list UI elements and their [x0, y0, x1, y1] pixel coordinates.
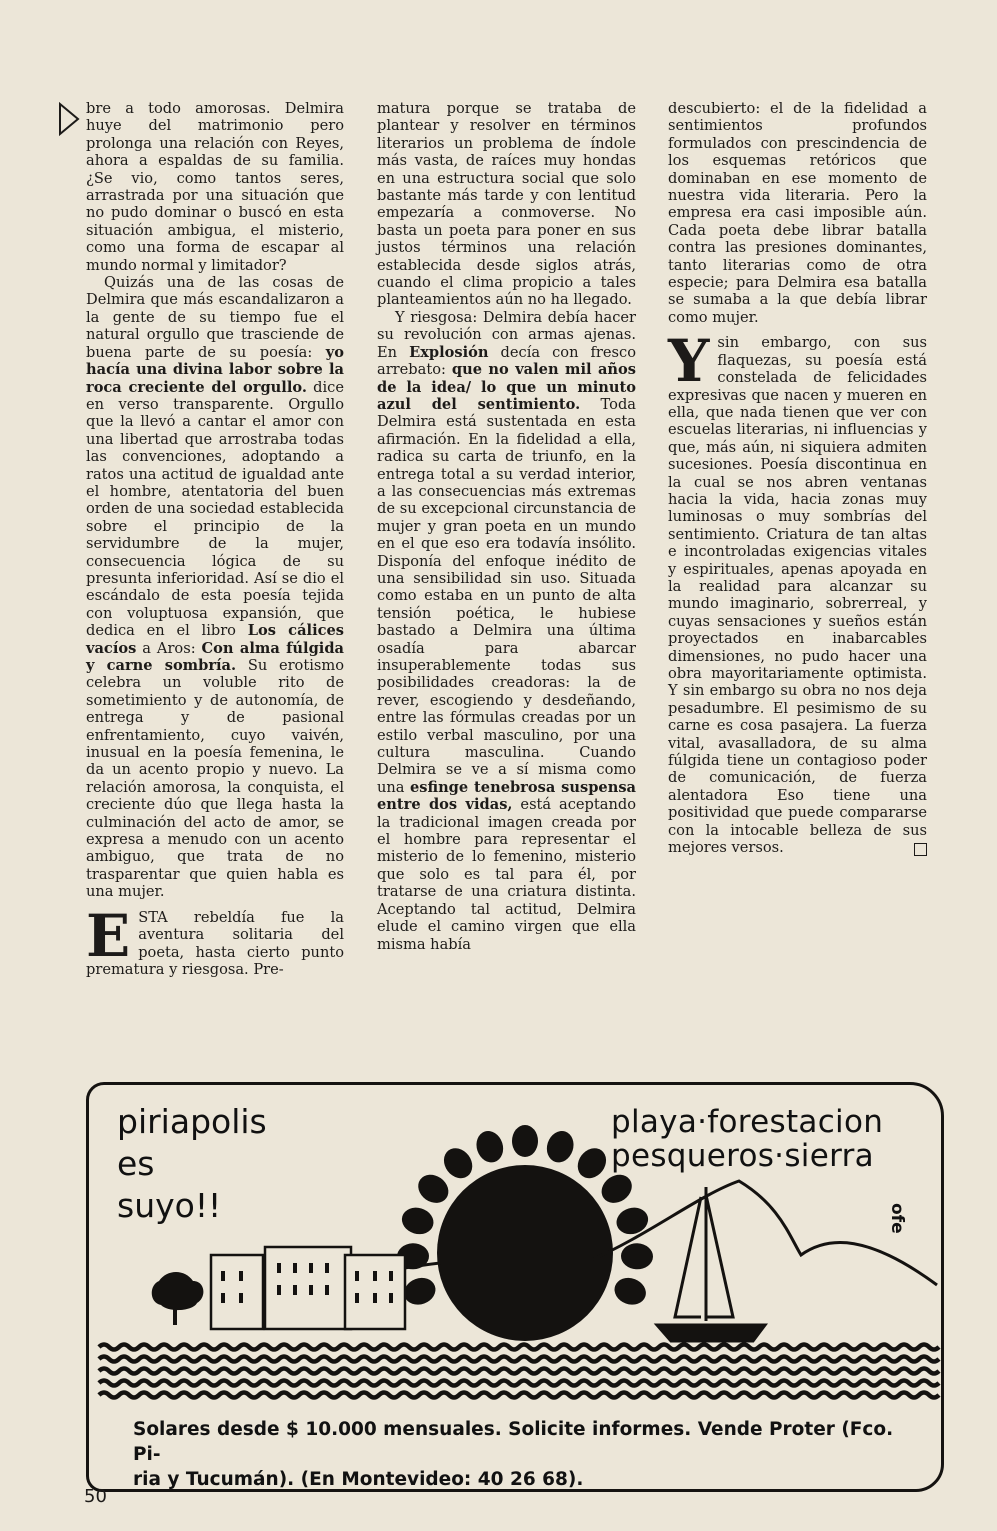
article-column-2 — [377, 100, 636, 953]
drop-cap: E — [86, 901, 131, 970]
page-corner-mark — [58, 102, 80, 136]
article-column-3 — [668, 100, 927, 856]
ad-side-mark: ofe — [887, 1203, 907, 1234]
advertisement — [86, 1082, 944, 1492]
sailboat-icon — [657, 1187, 765, 1341]
ad-headline-right — [611, 1105, 883, 1173]
tree-icon — [152, 1272, 204, 1325]
paragraph: matura porque se trataba de plantear y resolver en términos literarios un problema de índole más vasta, de raíces muy hondas en una estructura social que solo bastante más tarde y con lentitud empezaría a conmoverse. No basta un poeta para poner en sus justos términos una relación establecida desde siglos atrás, cuando el clima propicio a tales planteamientos aún no ha llegado. — [377, 100, 636, 309]
article-column-1 — [86, 100, 344, 978]
ad-headline-line: pesqueros·sierra — [611, 1138, 874, 1174]
paragraph: descubierto: el de la fidelidad a sentimientos profundos formulados con prescindencia de los esquemas retóricos que dominaban en ese momento de nuestra vida literaria. Pero la empresa era casi imposible aún. Cada poeta debe librar batalla contra las presiones dominantes, tanto literarias como de otra especie; para Delmira esa batalla se sumaba a la que debía librar como mujer. — [668, 100, 927, 326]
paragraph: bre a todo amorosas. Delmira huye del matrimonio pero prolonga una relación con Reyes, ahora a espaldas de su familia. ¿Se vio, como tantos seres, arrastrada por una situación que no pudo dominar o buscó en esta situación ambigua, el misterio, como una forma de escapar al mundo normal y limitador? — [86, 100, 344, 274]
paragraph: Y sin embargo, con sus flaquezas, su poesía está constelada de felicidades expresivas que nacen y mueren en ella, que nada tienen que ver con escuelas literarias, ni influencias y que, más aún, ni siquiera admiten sucesiones. Poesía discontinua en la cual se nos abren ventanas hacia la vida, hacia zonas muy luminosas o muy sombrías del sentimiento. Criatura de tan altas e incontroladas exigencias vitales y espirituales, apenas apoyada en la realidad para alcanzar su mundo imaginario, sobrerreal, y cuyas sensaciones y sueños están proyectados en inabarcables dimensiones, no pudo hacer una obra mayoritariamente optimista. Y sin embargo su obra no nos deja pesadumbre. El pesimismo de su carne es cosa pasajera. La fuerza vital, avasalladora, de su alma fúlgida tiene un contagioso poder de comunicación, de fuerza alentadora Eso tiene una positividad que puede compararse con la intocable belleza de sus mejores versos. — [668, 327, 927, 857]
ad-headline-line: piriapolis — [117, 1102, 267, 1141]
ad-headline-line: es — [117, 1144, 155, 1183]
paragraph: Y riesgosa: Delmira debía hacer su revolución con armas ajenas. En Explosión decía con fresco arrebato: que no valen mil años de la idea/ lo que un minuto azul del sentimiento. Toda Delmira está sustentada en esta afirmación. En la fidelidad a ella, radica su carta de triunfo, en la entrega total a su verdad interior, a las consecuencias más extremas de su excepcional circunstancia de mujer y gran poeta en un mundo en el que eso era todavía insólito. Disponía del enfoque inédito de una sensibilidad sin uso. Situada como estaba en un punto de alta tensión poética, le hubiese bastado a Delmira una última osadía para abarcar insuperablemente todas sus posibilidades creadoras: la de rever, escogiendo y desdeñando, entre las fórmulas creadas por un estilo verbal masculino, por una cultura masculina. Cuando Delmira se ve a sí misma como una esfinge tenebrosa suspensa entre dos vidas, está aceptando la tradicional imagen creada por el hombre para representar el misterio de lo femenino, misterio que solo es tal para él, por tratarse de una criatura distinta. Aceptando tal actitud, Delmira elude el camino virgen que ella misma había — [377, 308, 636, 953]
page-number: 50 — [84, 1486, 107, 1507]
end-of-article-mark — [914, 843, 927, 856]
buildings-icon — [211, 1247, 405, 1329]
ad-headline-left — [117, 1101, 267, 1227]
ad-headline-line: suyo!! — [117, 1186, 222, 1225]
ad-headline-line: playa·forestacion — [611, 1104, 884, 1140]
drop-cap: Y — [668, 327, 710, 396]
paragraph: ESTA rebeldía fue la aventura solitaria del poeta, hasta cierto punto prematura y riesgosa. Pre- — [86, 901, 344, 978]
paragraph: Quizás una de las cosas de Delmira que más escandalizaron a la gente de su tiempo fue el natural orgullo que trasciende de buena parte de su poesía: yo hacía una divina labor sobre la roca creciente del orgullo. dice en verso transparente. Orgullo que la llevó a cantar el amor con una libertad que arrostraba todas las convenciones, adoptando a ratos una actitud de igualdad ante el hombre, atentatoria del buen orden de una sociedad establecida sobre el principio de la servidumbre de la mujer, consecuencia lógica de su presunta inferioridad. Así se dio el escándalo de esta poesía tejida con voluptuosa expansión, que dedica en el libro Los cálices vacíos a Aros: Con alma fúlgida y carne sombría. Su erotismo celebra un voluble rito de sometimiento y de autonomía, de entrega y de pasional enfrentamiento, cuyo vaivén, inusual en la poesía femenina, le da un acento propio y nuevo. La relación amorosa, la conquista, el creciente dúo que llega hasta la culminación del acto de amor, se expresa a menudo con un acento ambiguo, que trata de no trasparentar que quien habla es una mujer. — [86, 274, 344, 901]
ad-footer-text: Solares desde $ 10.000 mensuales. Solicite informes. Vende Proter (Fco. Pi- ria y Tucumán). (En Montevideo: 40 26 68). — [133, 1419, 894, 1490]
waves-icon — [99, 1345, 939, 1398]
